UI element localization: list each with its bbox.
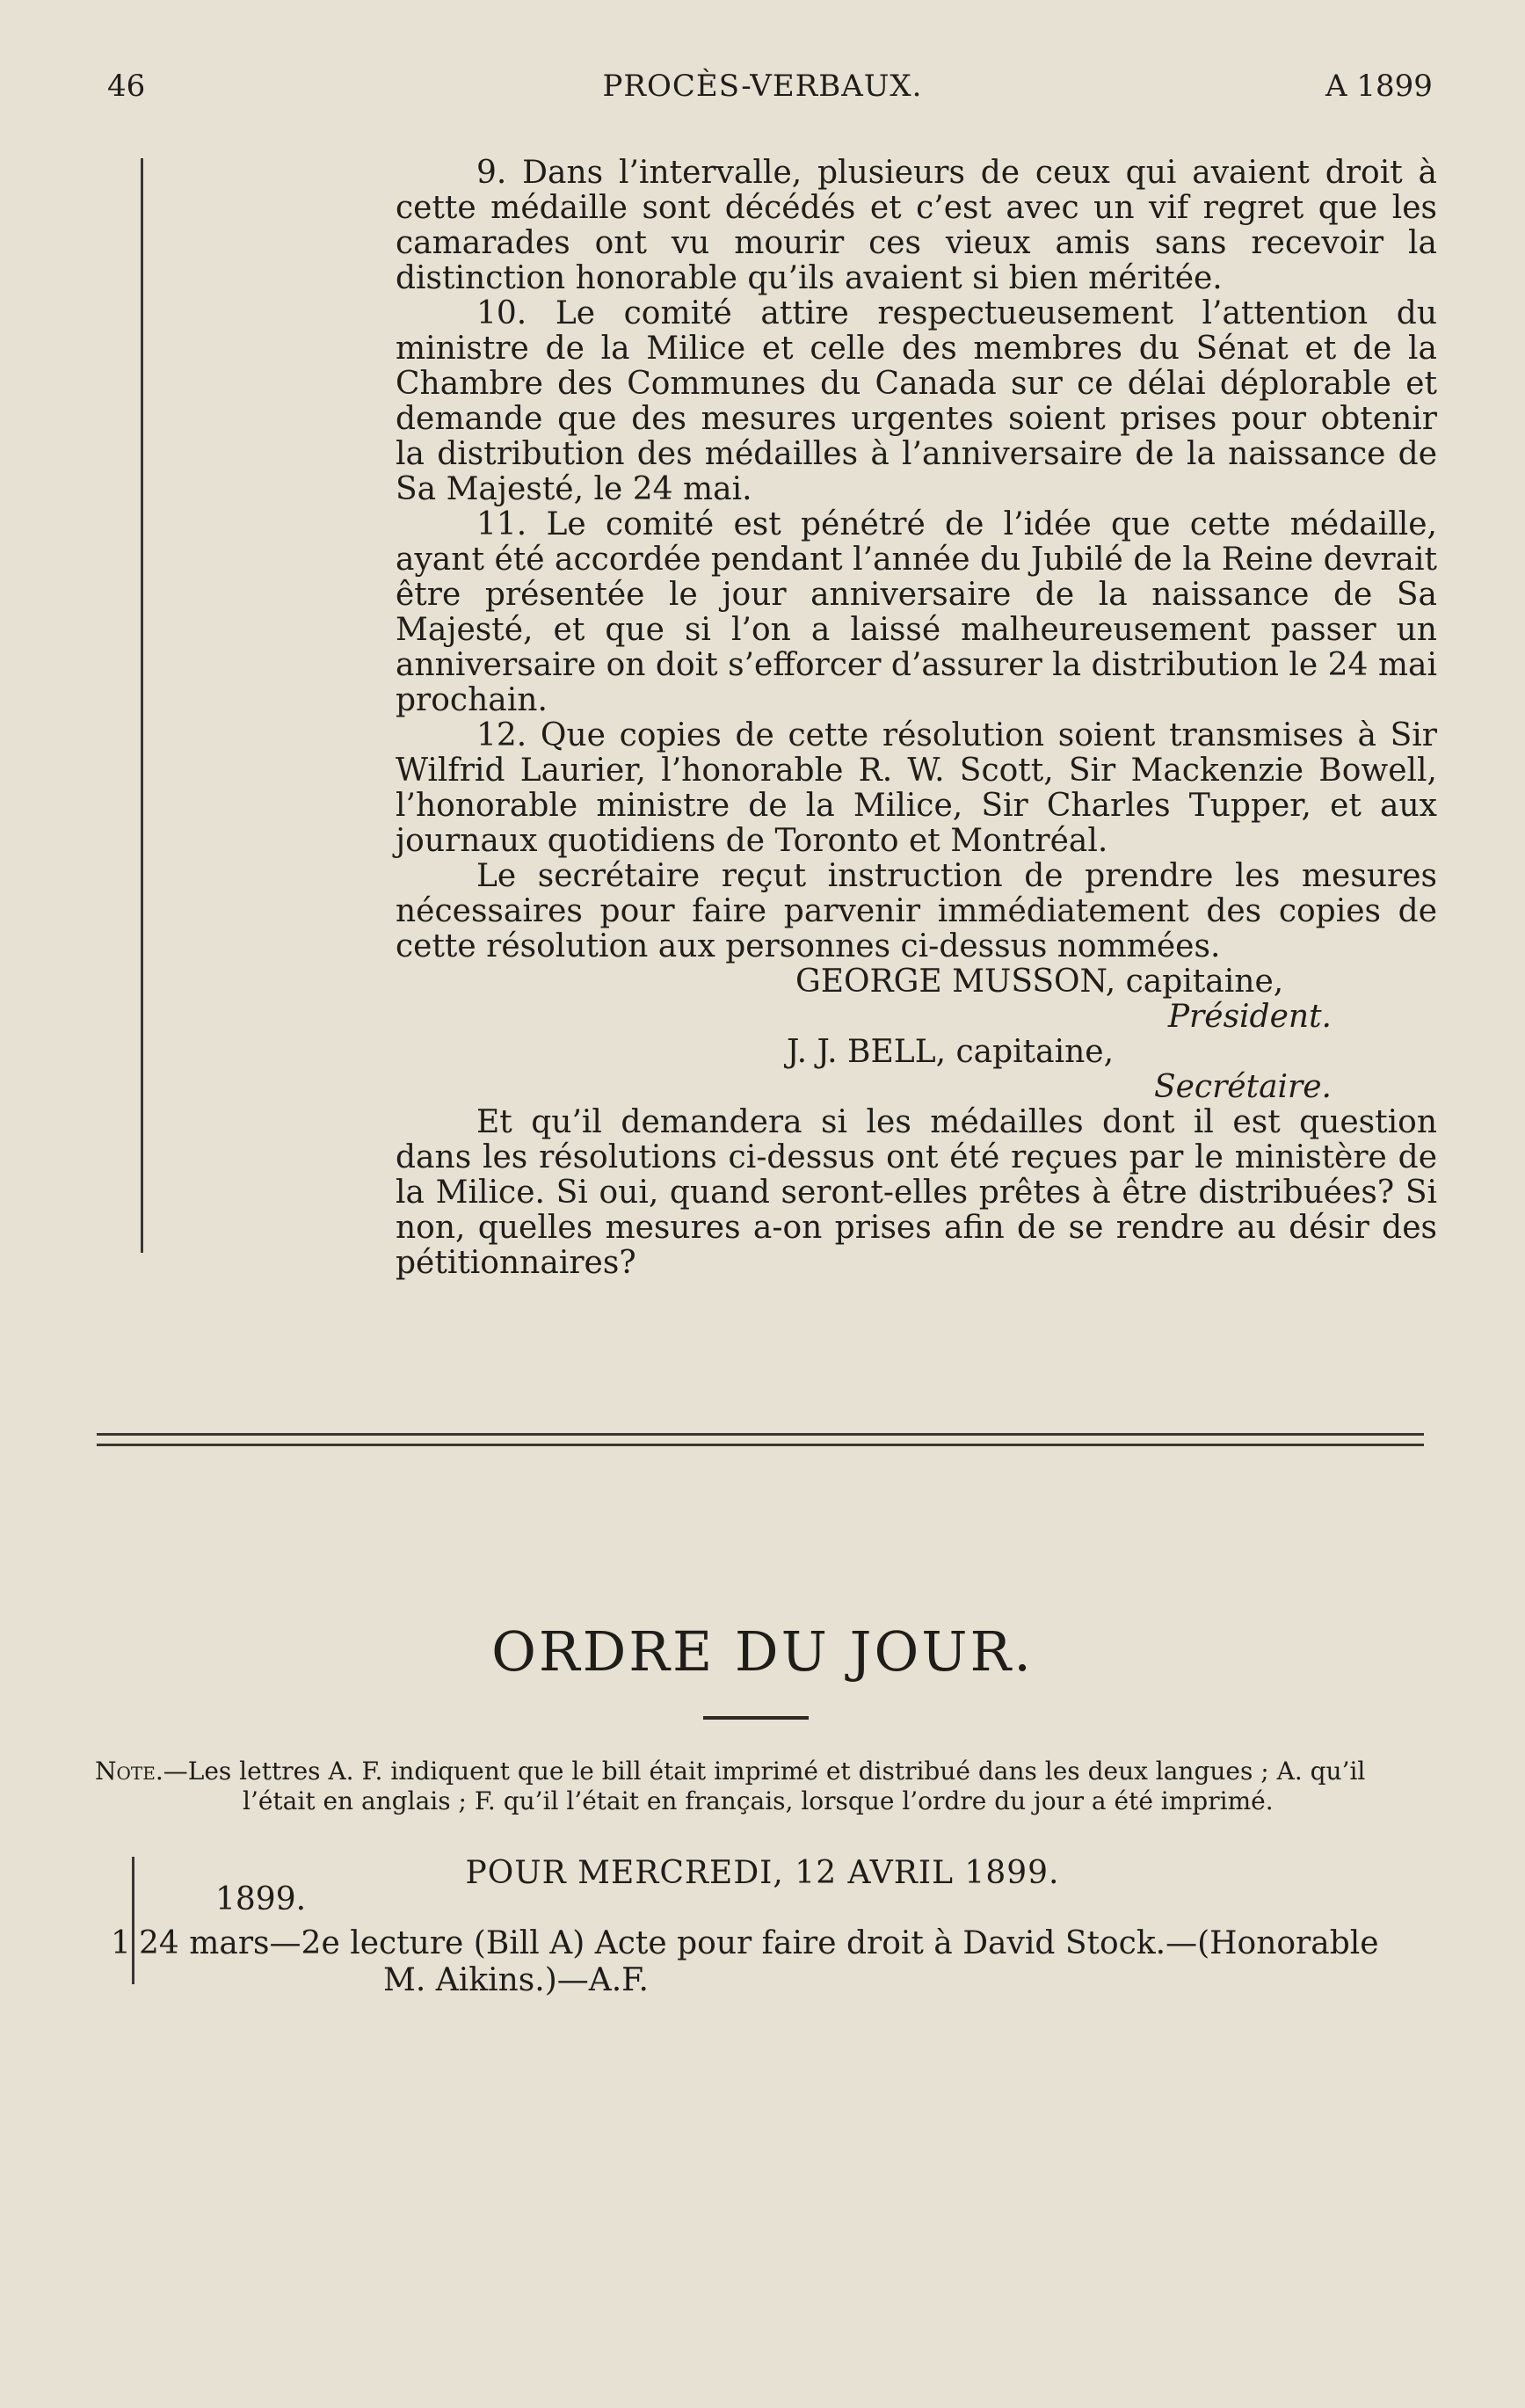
section-divider-top xyxy=(97,1433,1424,1436)
page-number: 46 xyxy=(107,69,146,104)
paragraph-11: 11. Le comité est pénétré de l’idée que cette médaille, ayant été accordée pendant l’année du Jubilé de la Reine devrait être présentée le jour anniversaire de la naissance de Sa Majesté, et que si l’on a laissé malheureusement passer un anniversaire on doit s’efforcer d’assurer la distribution le 24 mai prochain. xyxy=(396,506,1437,718)
order-note xyxy=(95,1757,1466,1816)
order-title: ORDRE DU JOUR. xyxy=(491,1619,1034,1684)
signature-president-name: GEORGE MUSSON, capitaine, xyxy=(795,964,1284,1000)
order-item-number: 1 xyxy=(111,1925,131,1961)
note-line-1: —Les lettres A. F. indiquent que le bill était imprimé et distribué dans les deux langues ; A. qu’il xyxy=(163,1757,1366,1786)
paragraph-9: 9. Dans l’intervalle, plusieurs de ceux qui avaient droit à cette médaille sont décédés et c’est avec un vif regret que les camarades ont vu mourir ces vieux amis sans recevoir la distinction honorable qu’ils avaient si bien méritée. xyxy=(396,155,1437,296)
margin-rule xyxy=(141,158,143,1253)
question-paragraph: Et qu’il demandera si les médailles dont il est question dans les résolutions ci-dessus ont été reçues par le ministère de la Milice. Si oui, quand seront-elles prêtes à être distribuées? Si non, quelles mesures a-on prises afin de se rendre au désir des pétitionnaires? xyxy=(396,1104,1437,1281)
order-heading: POUR MERCREDI, 12 AVRIL 1899. xyxy=(465,1855,1060,1891)
title-underline xyxy=(703,1716,809,1720)
signature-president-role: Président. xyxy=(1167,999,1332,1035)
page-title: PROCÈS-VERBAUX. xyxy=(602,69,923,104)
header-year: A 1899 xyxy=(1325,69,1433,104)
order-year: 1899. xyxy=(215,1881,307,1917)
paragraph-10: 10. Le comité attire respectueusement l’attention du ministre de la Milice et celle des membres du Sénat et de la Chambre des Communes du Canada sur ce délai déplorable et demande que des mesures urgentes soient prises pour obtenir la distribution des médailles à l’anniversaire de la naissance de Sa Majesté, le 24 mai. xyxy=(396,295,1437,507)
section-divider-bottom xyxy=(97,1444,1424,1446)
note-line-2: l’était en anglais ; F. qu’il l’était en français, lorsque l’ordre du jour a été imprimé. xyxy=(243,1786,1274,1815)
note-lead: Note. xyxy=(95,1757,163,1786)
paragraph-12: 12. Que copies de cette résolution soient transmises à Sir Wilfrid Laurier, l’honorable R. W. Scott, Sir Mackenzie Bowell, l’honorable ministre de la Milice, Sir Charles Tupper, et aux journaux quotidiens de Toronto et Montréal. xyxy=(396,717,1437,859)
order-item-text: 24 mars—2e lecture (Bill A) Acte pour faire droit à David Stock.—(Honorable xyxy=(139,1925,1379,1961)
resolution-body xyxy=(396,156,1437,1281)
order-item-text-continued: M. Aikins.)—A.F. xyxy=(383,1962,649,1998)
secretary-paragraph: Le secrétaire reçut instruction de prendre les mesures nécessaires pour faire parvenir immédiatement des copies de cette résolution aux personnes ci-dessus nommées. xyxy=(396,858,1437,964)
order-margin-rule xyxy=(132,1857,134,1984)
signature-secretary-role: Secrétaire. xyxy=(1153,1069,1332,1105)
signature-secretary-name: J. J. BELL, capitaine, xyxy=(787,1034,1115,1070)
